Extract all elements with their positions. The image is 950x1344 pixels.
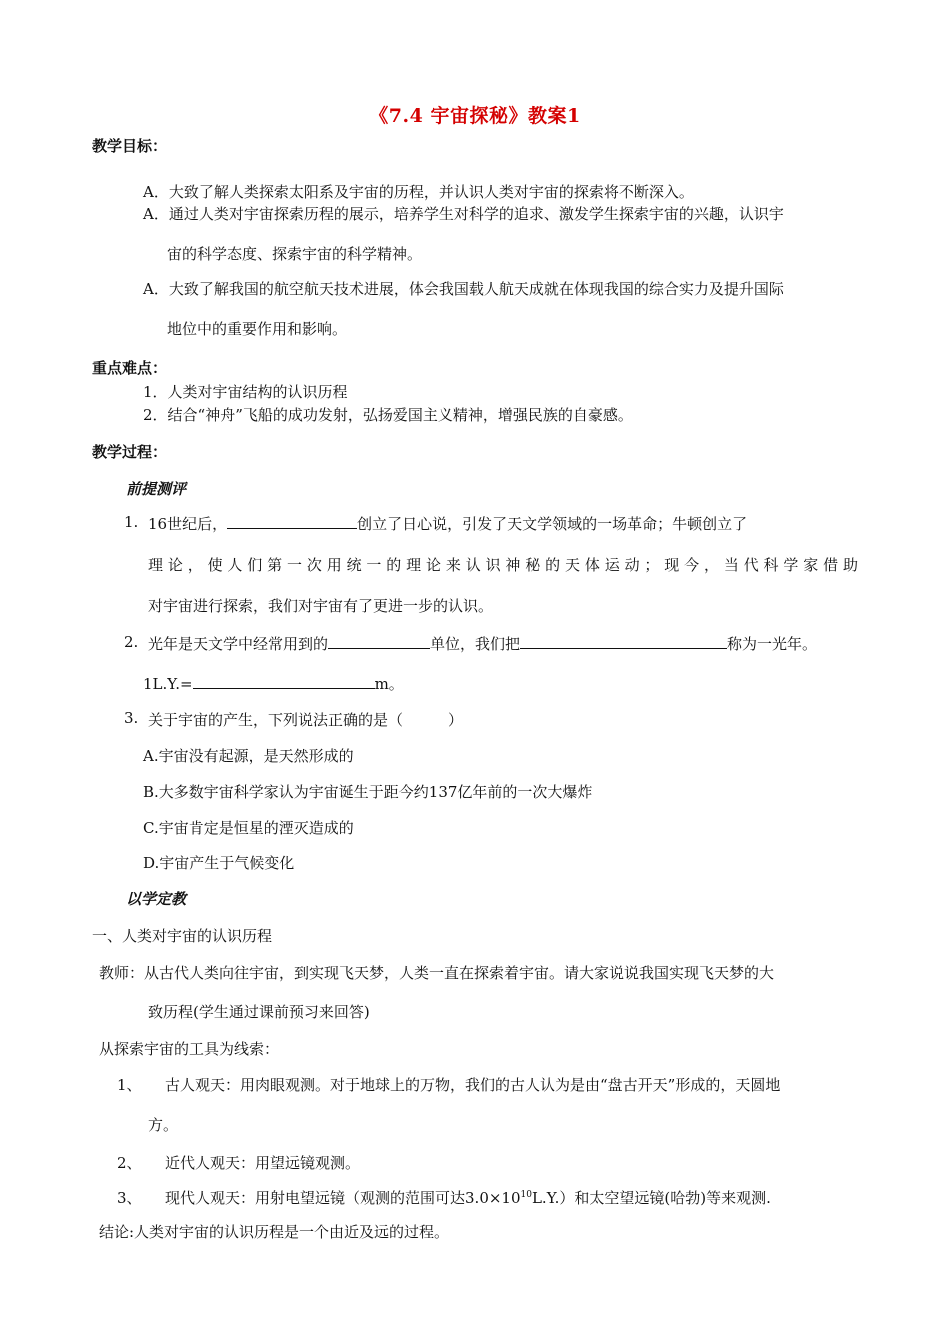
step-2-line-1: 近代人观天：用望远镜观测。 xyxy=(165,1154,361,1172)
question-2-text-d: 1L.Y.= xyxy=(143,675,193,693)
objective-text: 通过人类对宇宙探索历程的展示，培养学生对科学的追求、激发学生探索宇宙的兴趣，认识宇 xyxy=(168,205,784,223)
fill-blank xyxy=(520,634,727,649)
fill-blank xyxy=(328,634,430,649)
question-1-number: 1. xyxy=(124,513,139,531)
question-2-text-e: m。 xyxy=(374,675,404,693)
objective-1 xyxy=(143,181,694,202)
question-1-text-b: 创立了日心说，引发了天文学领域的一场革命；牛顿创立了 xyxy=(357,515,748,533)
step-3-text-b: L.Y.）和太空望远镜(哈勃)等来观测. xyxy=(531,1189,771,1207)
key-point-2: 2．结合“神舟”飞船的成功发射，弘扬爱国主义精神，增强民族的自豪感。 xyxy=(143,406,633,424)
section-1-heading: 一、人类对宇宙的认识历程 xyxy=(92,927,273,945)
pretest-heading: 前提测评 xyxy=(126,480,187,498)
objective-2 xyxy=(143,203,784,224)
teacher-line-2: 致历程(学生通过课前预习来回答) xyxy=(148,1003,370,1021)
objective-text: 大致了解人类探索太阳系及宇宙的历程，并认识人类对宇宙的探索将不断深入。 xyxy=(168,183,694,201)
step-2-number: 2、 xyxy=(117,1154,142,1172)
question-1-line-1 xyxy=(148,513,747,534)
teach-heading: 以学定教 xyxy=(126,890,187,908)
step-3-number: 3、 xyxy=(117,1189,142,1207)
objective-2-continued: 宙的科学态度、探索宇宙的科学精神。 xyxy=(167,245,423,263)
step-3-line-1 xyxy=(165,1187,771,1208)
teacher-line-1: 教师：从古代人类向往宇宙，到实现飞天梦，人类一直在探索着宇宙。请大家说说我国实现飞天梦的大 xyxy=(99,964,775,982)
question-3-option-b: B.大多数宇宙科学家认为宇宙诞生于距今约137亿年前的一次大爆炸 xyxy=(143,783,593,801)
question-2-text-a: 光年是天文学中经常用到的 xyxy=(148,635,329,653)
objective-text: 大致了解我国的航空航天技术进展，体会我国载人航天成就在体现我国的综合实力及提升国际 xyxy=(168,280,784,298)
clue-line: 从探索宇宙的工具为线索： xyxy=(99,1040,280,1058)
key-points-heading: 重点难点： xyxy=(92,359,168,377)
question-1-line-2: 理论，使人们第一次用统一的理论来认识神秘的天体运动；现今，当代科学家借助 xyxy=(148,556,858,574)
fill-blank xyxy=(227,514,357,529)
question-2-line-1 xyxy=(148,633,817,654)
question-2-line-2 xyxy=(143,673,404,694)
step-1-line-2: 方。 xyxy=(148,1116,179,1134)
question-3-option-c: C.宇宙肯定是恒星的湮灭造成的 xyxy=(143,819,354,837)
question-3-number: 3. xyxy=(124,709,139,727)
question-2-text-b: 单位，我们把 xyxy=(430,635,521,653)
question-2-text-c: 称为一光年。 xyxy=(727,635,818,653)
question-1-line-3: 对宇宙进行探索，我们对宇宙有了更进一步的认识。 xyxy=(148,597,494,615)
step-3-exponent: 10 xyxy=(520,1190,532,1200)
objective-3 xyxy=(143,278,784,299)
question-3-option-a: A.宇宙没有起源，是天然形成的 xyxy=(143,747,354,765)
question-1-text-a: 16世纪后， xyxy=(148,515,228,533)
step-3-text-a: 现代人观天：用射电望远镜（观测的范围可达3.0×10 xyxy=(165,1189,521,1207)
process-heading: 教学过程： xyxy=(92,443,168,461)
objective-3-continued: 地位中的重要作用和影响。 xyxy=(167,320,348,338)
objective-marker: A． xyxy=(143,205,169,223)
conclusion-line: 结论:人类对宇宙的认识历程是一个由近及远的过程。 xyxy=(99,1223,450,1241)
objective-marker: A． xyxy=(143,280,169,298)
step-1-number: 1、 xyxy=(117,1076,142,1094)
objective-marker: A． xyxy=(143,183,169,201)
fill-blank xyxy=(193,674,375,689)
question-2-number: 2. xyxy=(124,633,139,651)
objectives-heading: 教学目标： xyxy=(92,137,168,155)
question-3-stem: 关于宇宙的产生，下列说法正确的是（ ） xyxy=(148,711,464,729)
question-3-option-d: D.宇宙产生于气候变化 xyxy=(143,854,295,872)
step-1-line-1: 古人观天：用肉眼观测。对于地球上的万物，我们的古人认为是由“盘古开天”形成的，天圆地 xyxy=(165,1076,781,1094)
key-point-1: 1．人类对宇宙结构的认识历程 xyxy=(143,383,348,401)
document-title: 《7.4 宇宙探秘》教案1 xyxy=(369,105,581,127)
